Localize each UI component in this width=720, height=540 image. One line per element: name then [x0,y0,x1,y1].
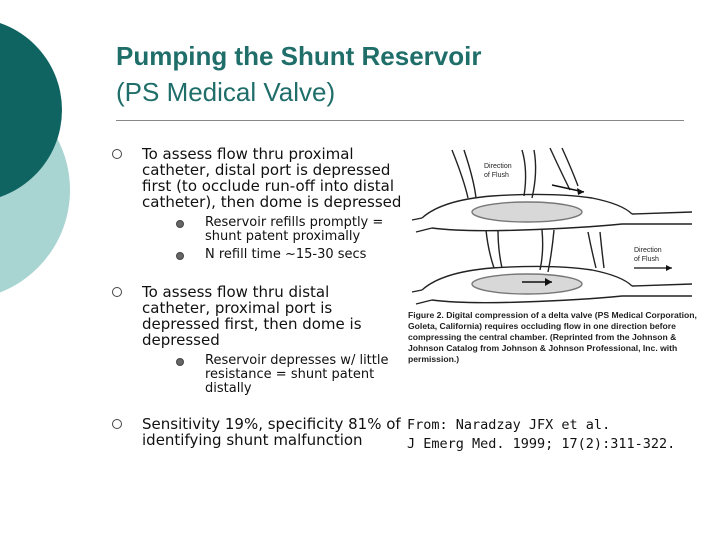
flush-label-top-2: of Flush [484,172,509,179]
flush-label-top: Direction [484,163,512,170]
bullet-text: To assess flow thru distal catheter, proximal port is depressed first, then dome is depressed [142,283,362,349]
flush-label-bottom: Direction [634,247,662,254]
sub-bullet-list [142,216,402,262]
dot-bullet-icon [176,358,184,366]
figure-caption: Figure 2. Digital compression of a delta valve (PS Medical Corporation, Goleta, California) requires occluding flow in one direction before compressing the central chamber. (Reprinted from the Johnson & Johnson Catalog from Johnson & Johnson Professional, Inc. with permission.) [408,310,697,364]
bullet-item [112,146,402,262]
sub-bullet-item [142,216,402,244]
bullet-item [112,416,402,448]
circle-bullet-icon [112,287,122,297]
citation-line-2: J Emerg Med. 1999; 17(2):311-322. [407,436,676,452]
slide-title [116,38,696,110]
sub-bullet-item [142,248,402,262]
valve-diagram [402,140,702,310]
sub-bullet-text: Reservoir refills promptly = shunt patent proximally [205,215,384,244]
sub-bullet-list [142,354,402,396]
bullet-list [112,146,402,460]
bullet-text: Sensitivity 19%, specificity 81% of identifying shunt malfunction [142,415,401,449]
sub-bullet-text: N refill time ~15-30 secs [205,247,367,262]
circle-bullet-icon [112,419,122,429]
flush-label-bottom-2: of Flush [634,256,659,263]
sub-bullet-text: Reservoir depresses w/ little resistance = shunt patent distally [205,353,389,396]
sub-bullet-item [142,354,402,396]
decorative-circles [0,0,120,300]
circle-bullet-icon [112,149,122,159]
bottom-panel [412,230,692,304]
source-citation [407,416,707,454]
title-line-2: (PS Medical Valve) [116,77,336,107]
bullet-text: To assess flow thru proximal catheter, distal port is depressed first (to occlude run-off into distal catheter), then dome is depressed [142,145,402,211]
citation-line-1: From: Naradzay JFX et al. [407,417,611,433]
title-line-1: Pumping the Shunt Reservoir [116,41,482,71]
bullet-item [112,284,402,396]
title-divider [116,120,684,121]
top-panel [412,148,692,232]
dot-bullet-icon [176,252,184,260]
dot-bullet-icon [176,220,184,228]
